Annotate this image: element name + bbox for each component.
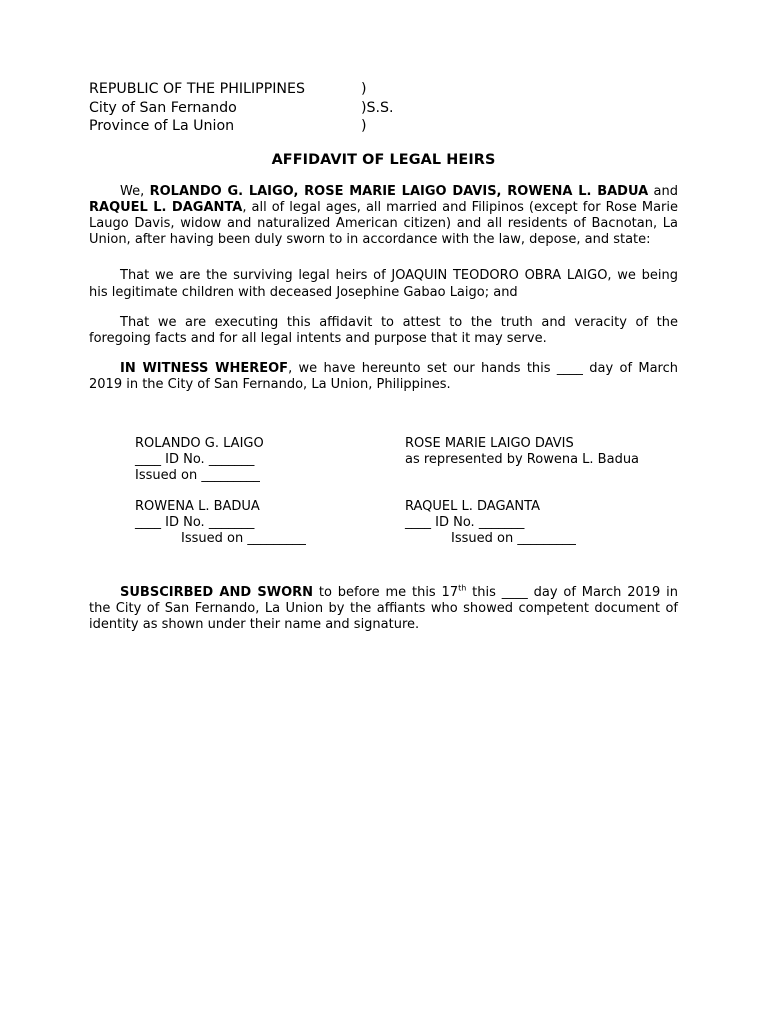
- signatory-name: ROWENA L. BADUA: [135, 498, 260, 514]
- heirs-paragraph: That we are the surviving legal heirs of JOAQUIN TEODORO OBRA LAIGO, we being his legitimate children with deceased Josephine Gabao Laigo; and: [89, 268, 678, 300]
- witness-heading: IN WITNESS WHEREOF: [120, 361, 289, 377]
- affiant-name: RAQUEL L. DAGANTA: [89, 199, 243, 215]
- signature-grid: [89, 436, 678, 547]
- id-number-line: ____ ID No. _______: [135, 514, 255, 530]
- jurat-paragraph: [89, 585, 678, 634]
- witness-paragraph: [89, 361, 678, 393]
- document-title: AFFIDAVIT OF LEGAL HEIRS: [271, 151, 496, 168]
- signatory-name: ROSE MARIE LAIGO DAVIS: [405, 435, 574, 451]
- issued-on-line: Issued on _________: [181, 530, 306, 546]
- venue-caption: [89, 80, 678, 136]
- caption-republic: REPUBLIC OF THE PHILIPPINES: [89, 81, 306, 97]
- signatory-name: ROLANDO G. LAIGO: [135, 435, 264, 451]
- para-text: and: [648, 183, 679, 199]
- para-text: to before me this 17: [313, 584, 459, 600]
- caption-row-province: [89, 117, 678, 136]
- signatory-block: [89, 436, 359, 484]
- issued-on-line: Issued on _________: [451, 530, 576, 546]
- caption-city: City of San Fernando: [89, 99, 237, 116]
- affiants-paragraph: [89, 184, 678, 249]
- caption-bracket: ): [361, 81, 367, 97]
- signatory-block: [359, 499, 629, 547]
- affiant-names: ROLANDO G. LAIGO, ROSE MARIE LAIGO DAVIS, ROWENA L. BADUA: [149, 183, 649, 199]
- caption-row-republic: [89, 80, 678, 99]
- signatory-name: RAQUEL L. DAGANTA: [405, 498, 540, 514]
- id-number-line: ____ ID No. _______: [135, 451, 255, 467]
- jurat-heading: SUBSCIRBED AND SWORN: [120, 584, 314, 600]
- issued-on-line: Issued on _________: [135, 467, 260, 483]
- caption-ss: )S.S.: [361, 99, 394, 116]
- caption-province: Province of La Union: [89, 118, 235, 134]
- representation-line: as represented by Rowena L. Badua: [405, 451, 640, 467]
- ordinal-suffix: th: [458, 583, 467, 593]
- para-text: We,: [120, 183, 150, 199]
- purpose-paragraph: That we are executing this affidavit to attest to the truth and veracity of the foregoing facts and for all legal intents and purpose that it may serve.: [89, 314, 678, 346]
- id-number-line: ____ ID No. _______: [405, 514, 525, 530]
- caption-bracket: ): [361, 118, 367, 134]
- para-text: , all of legal ages, all married and Filipinos (except for Rose Marie Laugo Davis, widow and naturalized American citizen) and all residents of Bacnotan, La Union, after having been duly sworn to in accordance with the law, depose, and state:: [89, 199, 679, 248]
- signatory-block: [89, 499, 359, 547]
- para-text: this ____ day of March 2019 in the City of San Fernando, La Union by the affiants who showed competent document of identity as shown under their name and signature.: [89, 584, 679, 632]
- caption-row-city: [89, 99, 678, 118]
- para-text: , we have hereunto set our hands this ____ day of March 2019 in the City of San Fernando, La Union, Philippines.: [89, 361, 678, 393]
- signatory-block: [359, 435, 640, 484]
